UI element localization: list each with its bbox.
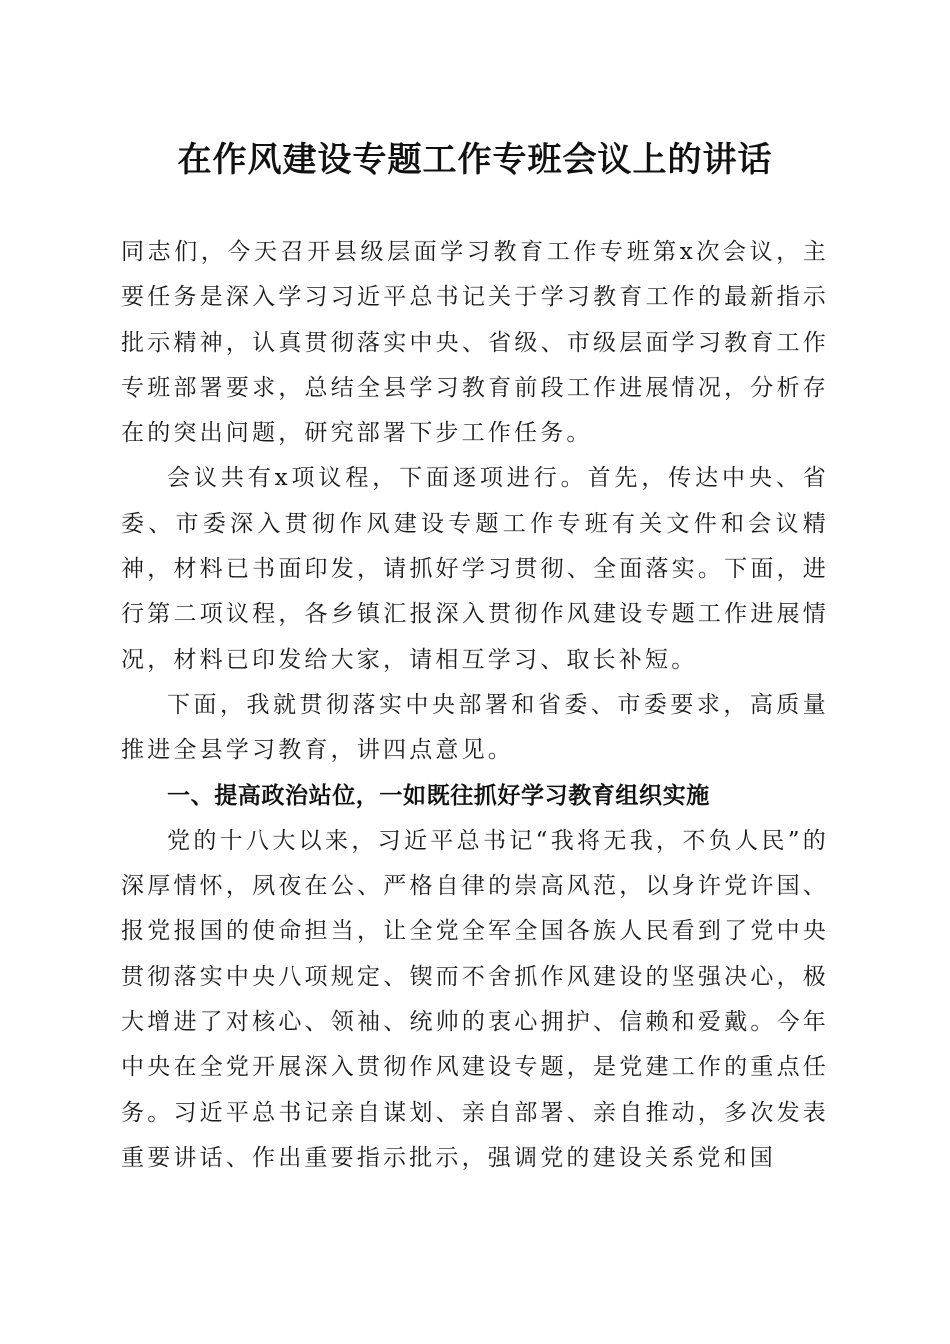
document-title: 在作风建设专题工作专班会议上的讲话 (177, 140, 773, 180)
agenda-paragraph: 会议共有x项议程，下面逐项进行。首先，传达中央、省委、市委深入贯彻作风建设专题工作专班有关文件和会议精神，材料已书面印发，请抓好学习贯彻、全面落实。下面，进行第二项议程，各乡镇汇报深入贯彻作风建设专题工作进展情况，材料已印发给大家，请相互学习、取长补短。 (121, 465, 829, 673)
document-body (121, 230, 829, 1181)
section-1-paragraph: 党的十八大以来，习近平总书记“我将无我，不负人民”的深厚情怀，夙夜在公、严格自律的崇高风范，以身许党许国、报党报国的使命担当，让全党全军全国各族人民看到了党中央贯彻落实中央八项规定、锲而不舍抓作风建设的坚强决心，极大增进了对核心、领袖、统帅的衷心拥护、信赖和爱戴。今年中央在全党开展深入贯彻作风建设专题，是党建工作的重点任务。习近平总书记亲自谋划、亲自部署、亲自推动，多次发表重要讲话、作出重要指示批示，强调党的建设关系党和国 (121, 827, 829, 1171)
section-heading-1: 一、提高政治站位，一如既往抓好学习教育组织实施 (167, 782, 710, 809)
opening-paragraph: 同志们，今天召开县级层面学习教育工作专班第x次会议，主要任务是深入学习习近平总书记关于学习教育工作的最新指示批示精神，认真贯彻落实中央、省级、市级层面学习教育工作专班部署要求，总结全县学习教育前段工作进展情况，分析存在的突出问题，研究部署下步工作任务。 (121, 239, 829, 447)
intro-paragraph: 下面，我就贯彻落实中央部署和省委、市委要求，高质量推进全县学习教育，讲四点意见。 (121, 691, 829, 764)
